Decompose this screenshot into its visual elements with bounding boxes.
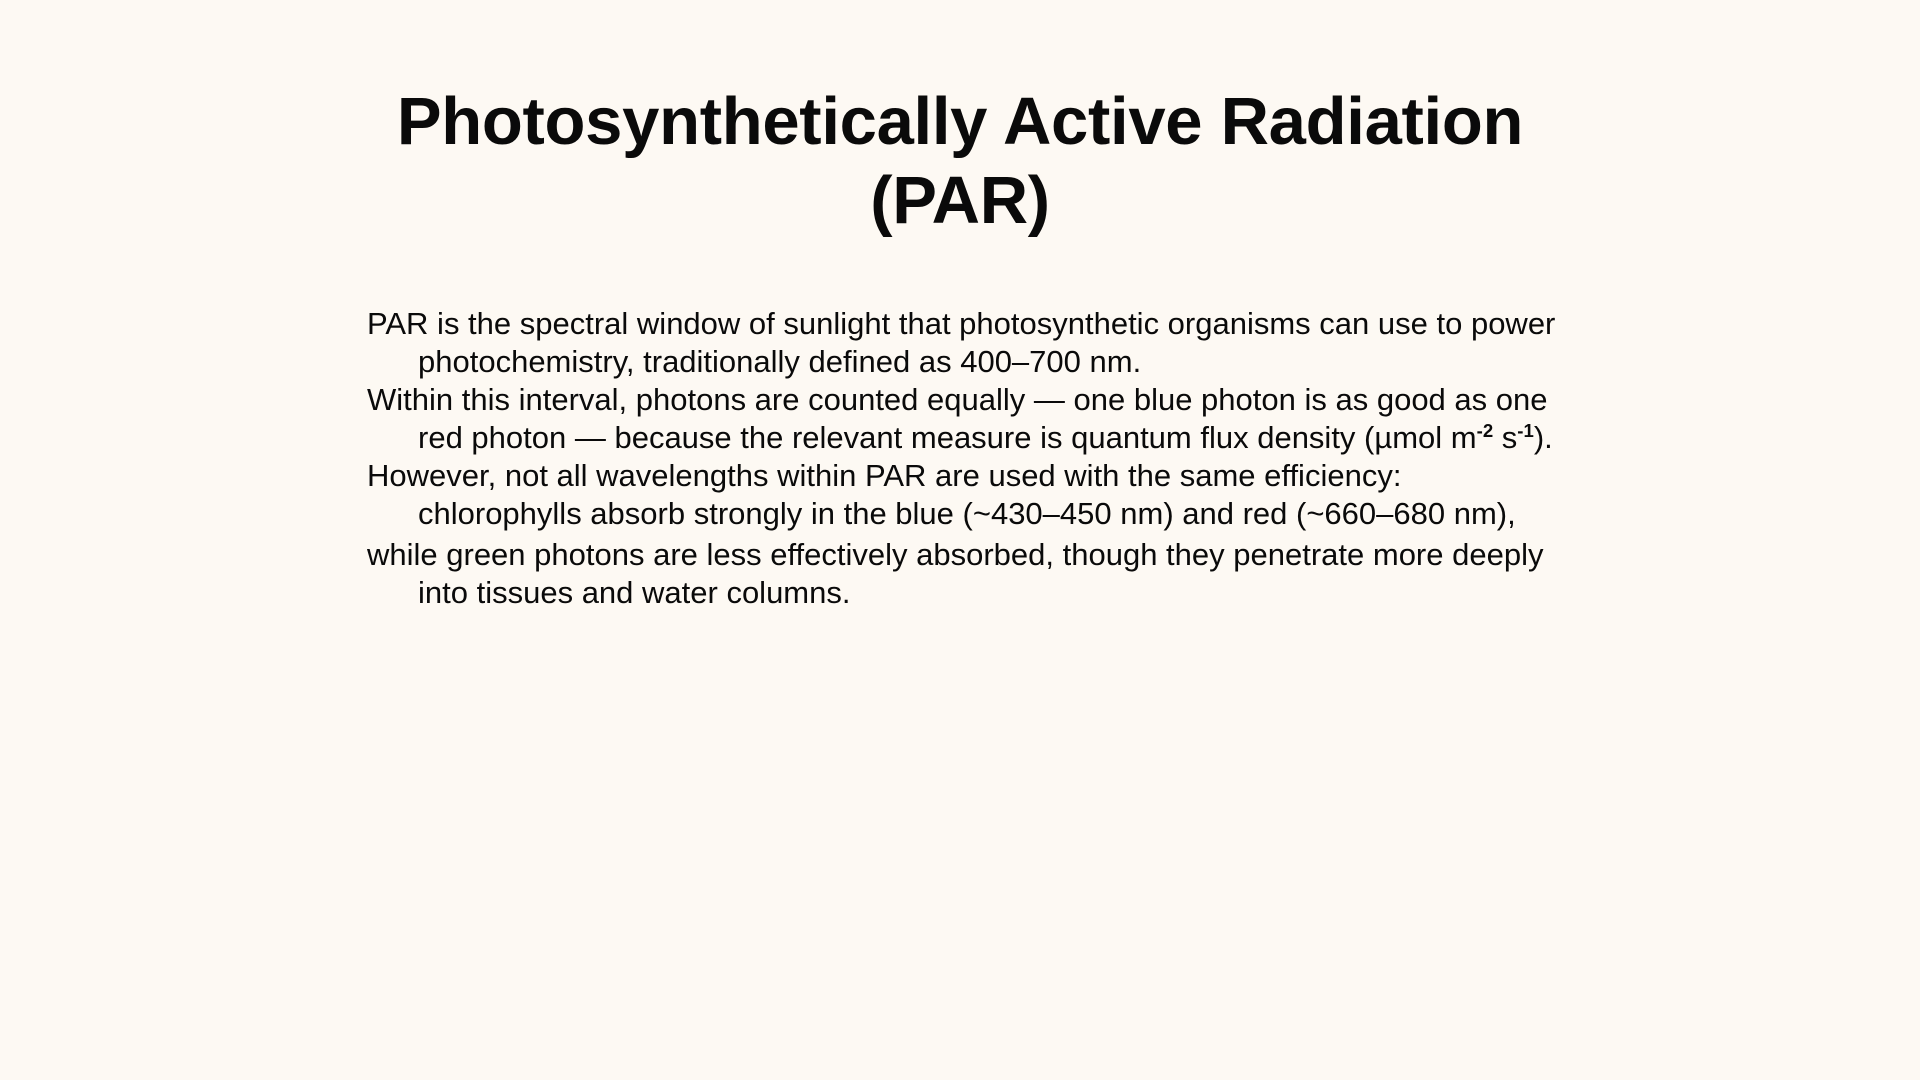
unit-s: s <box>1493 420 1518 455</box>
paragraph-absorption-efficiency <box>367 457 1567 612</box>
title-line-1: Photosynthetically Active Radiation <box>396 84 1524 159</box>
slide-body <box>367 305 1567 612</box>
paragraph-photon-counting-text: Within this interval, photons are counted equally — one blue photon is as good as one red photon — because the relevant measure is quantum flux density (µmol m <box>367 382 1548 455</box>
title-line-2: (PAR) <box>870 163 1050 238</box>
paragraph-photon-counting <box>367 381 1567 457</box>
absorption-efficiency-part-1: However, not all wavelengths within PAR are used with the same efficiency: chlorophylls absorb strongly in the blue (~430–450 nm) and red (~660–680 nm), <box>367 458 1516 531</box>
paragraph-photon-counting-end: ). <box>1533 420 1553 455</box>
exponent-s: -1 <box>1517 419 1534 441</box>
slide-title <box>360 82 1560 240</box>
exponent-m: -2 <box>1476 419 1494 441</box>
absorption-efficiency-part-2: while green photons are less effectively absorbed, though they penetrate more deeply into tissues and water columns. <box>367 537 1544 610</box>
paragraph-par-definition: PAR is the spectral window of sunlight that photosynthetic organisms can use to power photochemistry, traditionally defined as 400–700 nm. <box>367 306 1556 379</box>
